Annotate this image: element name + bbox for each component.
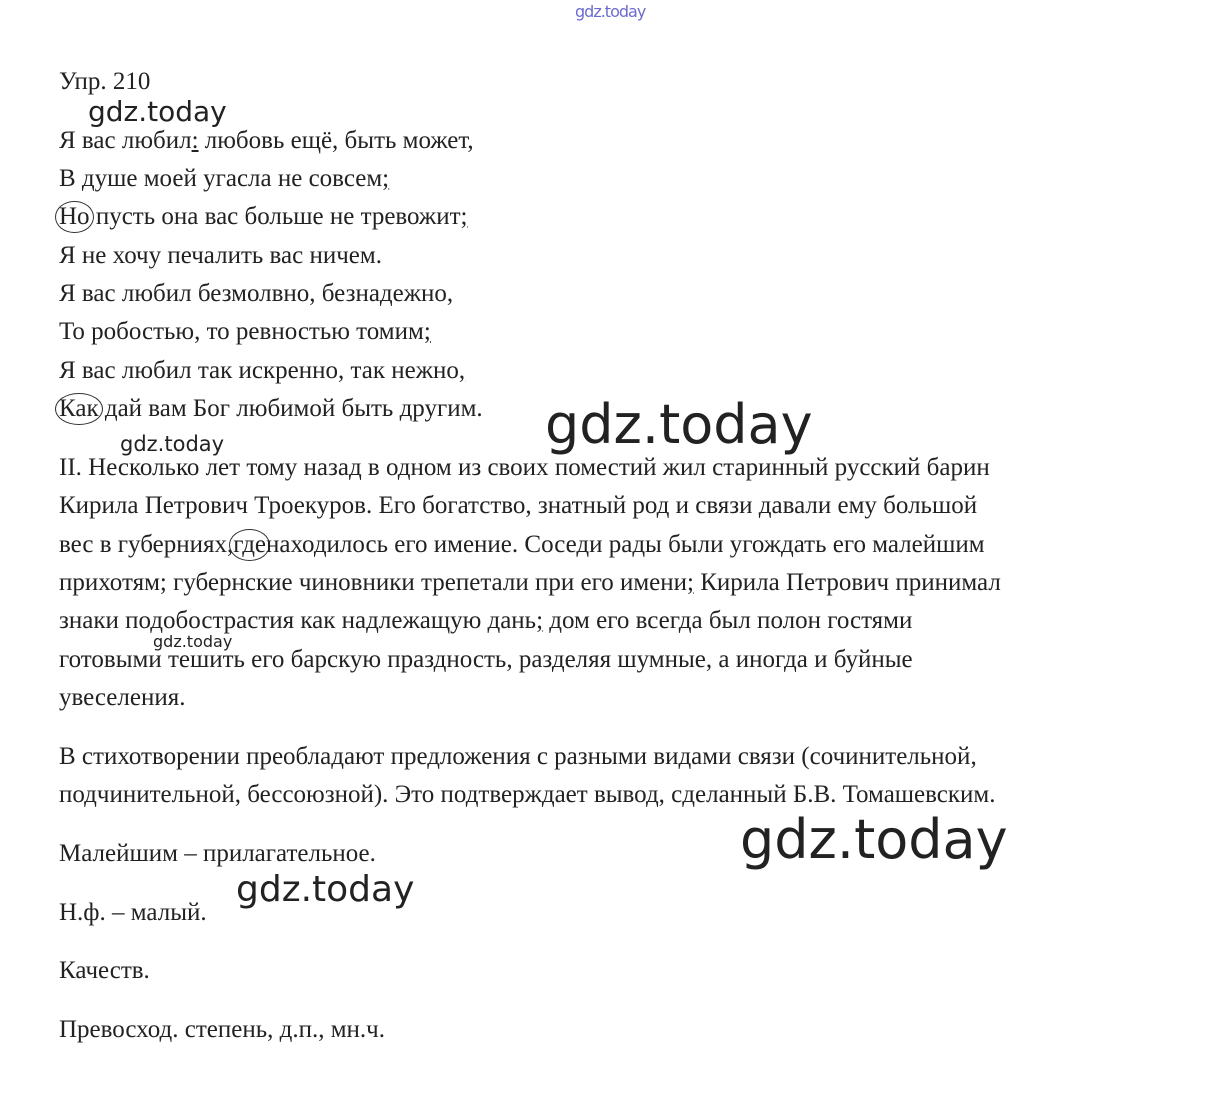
- poem-line-6: То робостью, то ревностью томим;: [59, 318, 431, 345]
- prose-line-5: знаки подобострастия как надлежащую дань; дом его всегда был полон гостями: [59, 607, 913, 634]
- prose-line-3: вес в губерниях,гденаходилось его имение. Соседи рады были угождать его малейшим: [59, 526, 985, 564]
- watermark: gdz.today: [740, 808, 1008, 871]
- prose-line-7: увеселения.: [59, 684, 186, 711]
- watermark: gdz.today: [545, 393, 813, 456]
- watermark: gdz.today: [88, 95, 227, 128]
- poem-line-2: В душе моей угасла не совсем;: [59, 165, 390, 192]
- poem-line-5: Я вас любил безмолвно, безнадежно,: [59, 280, 454, 307]
- poem-line-7: Я вас любил так искренно, так нежно,: [59, 357, 466, 384]
- watermark: gdz.today: [120, 432, 225, 456]
- exercise-title: Упр. 210: [59, 68, 151, 95]
- analysis-line-1: Малейшим – прилагательное.: [59, 840, 376, 867]
- analysis-line-4: Превосход. степень, д.п., мн.ч.: [59, 1016, 385, 1043]
- conclusion-line-2: подчинительной, бессоюзной). Это подтверждает вывод, сделанный Б.В. Томашевским.: [59, 781, 996, 808]
- circled-word: где: [229, 529, 270, 561]
- poem-line-4: Я не хочу печалить вас ничем.: [59, 242, 382, 269]
- circled-word: Но: [55, 201, 94, 233]
- prose-line-4: прихотям; губернские чиновники трепетали при его имени; Кирила Петрович принимал: [59, 569, 1001, 596]
- prose-line-6: готовыми тешить его барскую праздность, разделяя шумные, а иногда и буйные: [59, 646, 913, 673]
- poem-line-3: Но пусть она вас больше не тревожит;: [59, 198, 467, 236]
- analysis-line-3: Качеств.: [59, 957, 150, 984]
- header-watermark: gdz.today: [575, 2, 646, 21]
- prose-line-1: II. Несколько лет тому назад в одном из своих поместий жил старинный русский барин: [59, 454, 990, 481]
- watermark: gdz.today: [153, 632, 233, 651]
- poem-line-1: Я вас любил: любовь ещё, быть может,: [59, 127, 474, 154]
- watermark: gdz.today: [236, 869, 415, 910]
- poem-line-8: Как дай вам Бог любимой быть другим.: [59, 390, 483, 428]
- prose-line-2: Кирила Петрович Троекуров. Его богатство, знатный род и связи давали ему большой: [59, 492, 978, 519]
- analysis-line-2: Н.ф. – малый.: [59, 899, 207, 926]
- circled-word: Как: [55, 393, 103, 425]
- conclusion-line-1: В стихотворении преобладают предложения с разными видами связи (сочинительной,: [59, 743, 977, 770]
